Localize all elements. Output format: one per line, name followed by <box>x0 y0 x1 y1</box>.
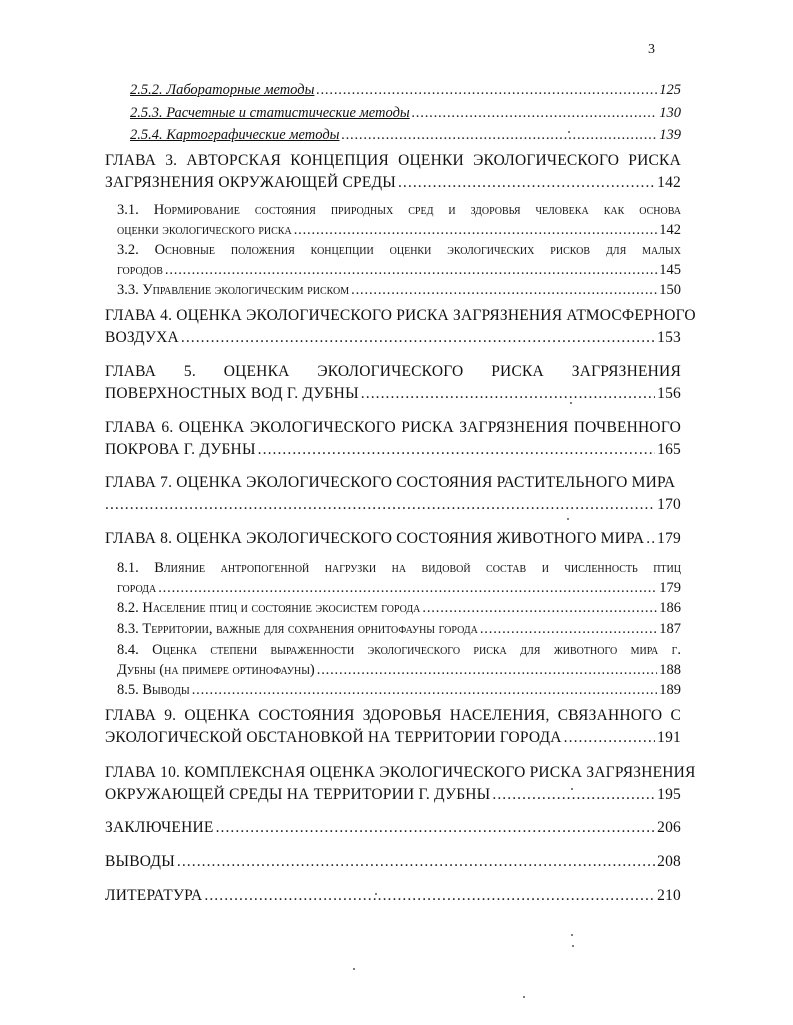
toc-page-number: 187 <box>659 621 681 637</box>
toc-page-number: 165 <box>657 441 681 458</box>
toc-entry-3-2[interactable] <box>117 240 681 280</box>
toc-chapter-9[interactable] <box>105 705 681 749</box>
scan-speck <box>568 131 570 133</box>
toc-entry-title: ГЛАВА 10. КОМПЛЕКСНАЯ ОЦЕНКА ЭКОЛОГИЧЕСКОГО РИСКА ЗАГРЯЗНЕНИЯ <box>105 764 696 781</box>
toc-entry-title: ЛИТЕРАТУРА <box>105 887 203 904</box>
toc-chapter-8[interactable] <box>105 528 681 550</box>
toc-chapter-5[interactable] <box>105 361 681 405</box>
toc-entry-8-4[interactable] <box>117 640 681 680</box>
scan-speck <box>353 968 355 970</box>
toc-entry-8-3[interactable] <box>117 619 681 639</box>
toc-entry-title-cont: города <box>117 580 157 596</box>
scan-speck <box>571 788 573 790</box>
toc-entry-title: ГЛАВА 6. ОЦЕНКА ЭКОЛОГИЧЕСКОГО РИСКА ЗАГРЯЗНЕНИЯ ПОЧВЕННОГО <box>105 419 681 436</box>
toc-chapter-6[interactable] <box>105 417 681 461</box>
toc-entry-title: 8.4. Оценка степени выраженности экологического риска для животного мира г. <box>117 642 681 658</box>
toc-entry-title-cont: ОКРУЖАЮЩЕЙ СРЕДЫ НА ТЕРРИТОРИИ Г. ДУБНЫ <box>105 786 491 803</box>
toc-page-number: 156 <box>657 385 681 402</box>
toc-entry-8-1[interactable] <box>117 558 681 598</box>
toc-entry-title-cont: ПОВЕРХНОСТНЫХ ВОД Г. ДУБНЫ <box>105 385 359 402</box>
toc-entry-2-5-2[interactable] <box>130 80 681 100</box>
scan-speck <box>567 518 569 520</box>
toc-entry-title-cont: оценки экологического риска <box>117 222 292 238</box>
toc-findings[interactable] <box>105 851 681 873</box>
toc-entry-title: 2.5.3. Расчетные и статистические методы <box>130 105 410 121</box>
toc-entry-title: 3.3. Управление экологическим риском <box>117 282 350 298</box>
toc-entry-3-1[interactable] <box>117 200 681 240</box>
toc-entry-title: 3.1. Нормирование состояния природных сред и здоровья человека как основа <box>117 202 681 218</box>
toc-page-number: 186 <box>659 600 681 616</box>
toc-chapter-3[interactable] <box>105 150 681 194</box>
toc-entry-title: ВЫВОДЫ <box>105 853 175 870</box>
toc-literature[interactable] <box>105 885 681 907</box>
toc-page-number: 130 <box>659 105 681 121</box>
scan-speck <box>523 996 525 998</box>
toc-entry-title: 2.5.2. Лабораторные методы <box>130 82 315 98</box>
toc-page-number: 150 <box>659 282 681 298</box>
toc-page-number: 179 <box>659 580 681 596</box>
toc-entry-title: 8.3. Территории, важные для сохранения орнитофауны города <box>117 621 478 637</box>
toc-entry-title: 2.5.4. Картографические методы <box>130 127 340 143</box>
toc-chapter-4[interactable] <box>105 305 696 349</box>
toc-entry-title: ГЛАВА 7. ОЦЕНКА ЭКОЛОГИЧЕСКОГО СОСТОЯНИЯ РАСТИТЕЛЬНОГО МИРА <box>105 474 676 491</box>
toc-page-number: 195 <box>657 786 681 803</box>
toc-entry-title: 8.5. Выводы <box>117 682 190 698</box>
toc-chapter-10[interactable] <box>105 762 696 806</box>
toc-page-number: 125 <box>659 82 681 98</box>
toc-page-number: 179 <box>657 530 681 547</box>
toc-entry-8-5[interactable] <box>117 680 681 700</box>
toc-entry-title: ГЛАВА 4. ОЦЕНКА ЭКОЛОГИЧЕСКОГО РИСКА ЗАГРЯЗНЕНИЯ АТМОСФЕРНОГО <box>105 307 696 324</box>
page-number: 3 <box>648 42 655 57</box>
toc-entry-title-cont: ПОКРОВА Г. ДУБНЫ <box>105 441 256 458</box>
toc-page-number: 142 <box>659 222 681 238</box>
toc-page-number: 142 <box>657 174 681 191</box>
scan-speck <box>571 934 573 936</box>
toc-entry-title-cont: Дубны (на примере ортинофауны) <box>117 662 315 678</box>
toc-page-number: 145 <box>659 262 681 278</box>
toc-entry-title-cont: ВОЗДУХА <box>105 329 179 346</box>
toc-entry-2-5-4[interactable] <box>130 125 681 145</box>
toc-page-number: 189 <box>659 682 681 698</box>
toc-entry-title: ГЛАВА 5. ОЦЕНКА ЭКОЛОГИЧЕСКОГО РИСКА ЗАГРЯЗНЕНИЯ <box>105 363 681 380</box>
toc-page-number: 191 <box>657 729 681 746</box>
toc-page-number: 208 <box>657 853 681 870</box>
toc-entry-title-cont: ЭКОЛОГИЧЕСКОЙ ОБСТАНОВКОЙ НА ТЕРРИТОРИИ ГОРОДА <box>105 729 562 746</box>
toc-entry-title: ЗАКЛЮЧЕНИЕ <box>105 819 214 836</box>
toc-page-number: 206 <box>657 819 681 836</box>
scan-speck <box>570 402 572 404</box>
toc-entry-title-cont: городов <box>117 262 163 278</box>
toc-page-number: 170 <box>657 496 681 513</box>
toc-entry-title: ГЛАВА 9. ОЦЕНКА СОСТОЯНИЯ ЗДОРОВЬЯ НАСЕЛЕНИЯ, СВЯЗАННОГО С <box>105 707 681 724</box>
scan-speck <box>375 893 377 895</box>
toc-entry-title-cont: ЗАГРЯЗНЕНИЯ ОКРУЖАЮЩЕЙ СРЕДЫ <box>105 174 396 191</box>
toc-page-number: 188 <box>659 662 681 678</box>
scan-speck <box>572 945 574 947</box>
toc-entry-2-5-3[interactable] <box>130 103 681 123</box>
toc-entry-title: 8.2. Население птиц и состояние экосистем города <box>117 600 421 616</box>
toc-entry-title: ГЛАВА 3. АВТОРСКАЯ КОНЦЕПЦИЯ ОЦЕНКИ ЭКОЛОГИЧЕСКОГО РИСКА <box>105 152 681 169</box>
toc-page-number: 210 <box>657 887 681 904</box>
toc-entry-3-3[interactable] <box>117 280 681 300</box>
toc-entry-title: ГЛАВА 8. ОЦЕНКА ЭКОЛОГИЧЕСКОГО СОСТОЯНИЯ ЖИВОТНОГО МИРА <box>105 530 645 547</box>
toc-entry-title: 8.1. Влияние антропогенной нагрузки на видовой состав и численность птиц <box>117 560 681 576</box>
toc-entry-8-2[interactable] <box>117 598 681 618</box>
toc-chapter-7[interactable] <box>105 472 681 516</box>
toc-page-number: 153 <box>657 329 681 346</box>
toc-entry-title: 3.2. Основные положения концепции оценки экологических рисков для малых <box>117 242 681 258</box>
toc-page-number: 139 <box>659 127 681 143</box>
toc-conclusion[interactable] <box>105 817 681 839</box>
